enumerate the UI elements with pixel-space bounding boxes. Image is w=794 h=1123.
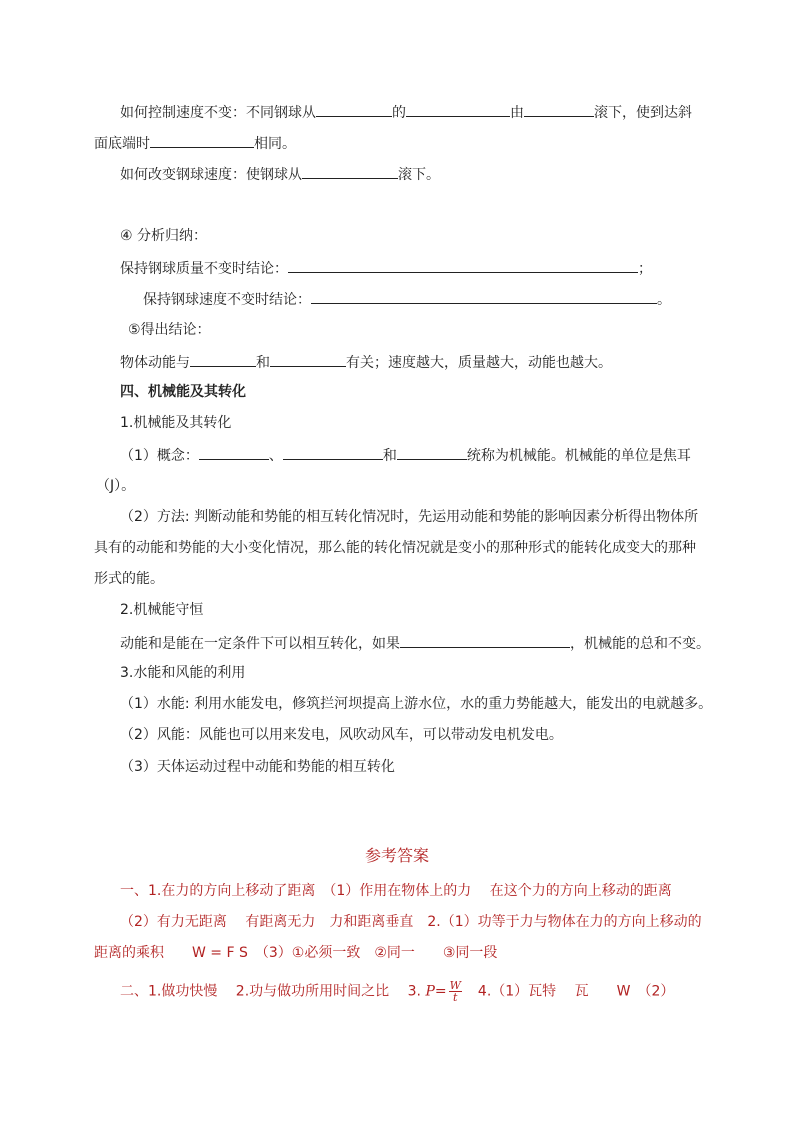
answer-line-1: 一、1.在力的方向上移动了距离 （1）作用在物体上的力 在这个力的方向上移动的距离 (120, 883, 672, 899)
mass-const-line (120, 257, 652, 279)
text: 面底端时 (94, 136, 150, 152)
method-line-2: 具有的动能和势能的大小变化情况，那么能的转化情况就是变小的那种形式的能转化成变大的那种 (94, 540, 696, 556)
fraction-denominator: t (453, 991, 458, 1004)
text: 的 (392, 105, 406, 121)
analysis-heading: ④ 分析归纳： (120, 228, 208, 244)
speed-control-line-2 (94, 132, 296, 154)
blank[interactable] (283, 444, 383, 460)
text: 保持钢球速度不变时结论： (143, 292, 311, 308)
blank[interactable] (316, 101, 392, 117)
conclusion-line (120, 351, 612, 373)
text: 如何改变钢球速度：使钢球从 (120, 167, 302, 183)
conclusion-heading: ⑤得出结论： (128, 322, 211, 338)
text: 和 (382, 448, 397, 464)
text: 保持钢球质量不变时结论： (120, 261, 288, 277)
answers-title: 参考答案 (364, 846, 429, 865)
blank[interactable] (400, 632, 570, 648)
formula-fraction (449, 980, 462, 1003)
answer-line-2: （2）有力无距离 有距离无力 力和距离垂直 2.（1）功等于力与物体在力的方向上移动的 (120, 914, 702, 930)
answer-line-3: 距离的乘积 W = F S （3）①必须一致 ②同一 ③同一段 (94, 945, 498, 961)
section4-sub1: 1.机械能及其转化 (120, 415, 232, 431)
text: ，机械能的总和不变。 (570, 636, 710, 652)
speed-change-line (120, 163, 440, 185)
method-line-3: 形式的能。 (94, 571, 164, 587)
text: 。 (657, 292, 671, 308)
text: 滚下。 (398, 167, 440, 183)
text: 滚下，使到达斜 (594, 105, 692, 121)
section4-sub2: 2.机械能守恒 (120, 602, 204, 618)
text: 动能和是能在一定条件下可以相互转化，如果 (120, 636, 400, 652)
text: ； (638, 261, 652, 277)
wind-line: （2）风能：风能也可以用来发电，风吹动风车，可以带动发电机发电。 (120, 727, 563, 743)
blank[interactable] (397, 444, 467, 460)
speed-control-line-1 (120, 101, 692, 123)
method-line-1: （2）方法: 判断动能和势能的相互转化情况时，先运用动能和势能的影响因素分析得出物体所 (120, 509, 699, 525)
water-line: （1）水能: 利用水能发电，修筑拦河坝提高上游水位，水的重力势能越大，能发出的电就越多。 (120, 696, 713, 712)
answer-line-4 (120, 980, 674, 1003)
text: 相同。 (254, 136, 296, 152)
section4-heading: 四、机械能及其转化 (120, 384, 246, 400)
concept-line (120, 444, 691, 466)
blank[interactable] (199, 444, 269, 460)
celestial-line: （3）天体运动过程中动能和势能的相互转化 (120, 759, 395, 775)
blank[interactable] (311, 288, 657, 304)
fraction-numerator: W (449, 979, 461, 992)
text: 有关；速度越大，质量越大，动能也越大。 (346, 355, 612, 371)
blank[interactable] (302, 163, 398, 179)
formula-p: P (425, 983, 435, 1000)
blank[interactable] (190, 351, 256, 367)
blank[interactable] (288, 257, 638, 273)
blank[interactable] (524, 101, 594, 117)
text: 、 (268, 448, 283, 464)
blank[interactable] (150, 132, 254, 148)
conserve-line (120, 632, 710, 654)
text: （1）概念： (120, 448, 199, 464)
text: 和 (256, 355, 270, 371)
text: 统称为机械能。机械能的单位是焦耳 (466, 448, 691, 464)
text: 由 (510, 105, 524, 121)
formula-eq: = (434, 983, 447, 1000)
text: 物体动能与 (120, 355, 190, 371)
blank[interactable] (270, 351, 346, 367)
speed-const-line (143, 288, 671, 310)
section4-sub3: 3.水能和风能的利用 (120, 665, 246, 681)
text: 二、1.做功快慢 2.功与做功所用时间之比 3. (120, 983, 421, 1000)
blank[interactable] (406, 101, 510, 117)
text: 如何控制速度不变：不同钢球从 (120, 105, 316, 121)
concept-line-2: （J）。 (96, 478, 136, 494)
text: 4.（1）瓦特 瓦 W （2） (463, 983, 675, 1000)
